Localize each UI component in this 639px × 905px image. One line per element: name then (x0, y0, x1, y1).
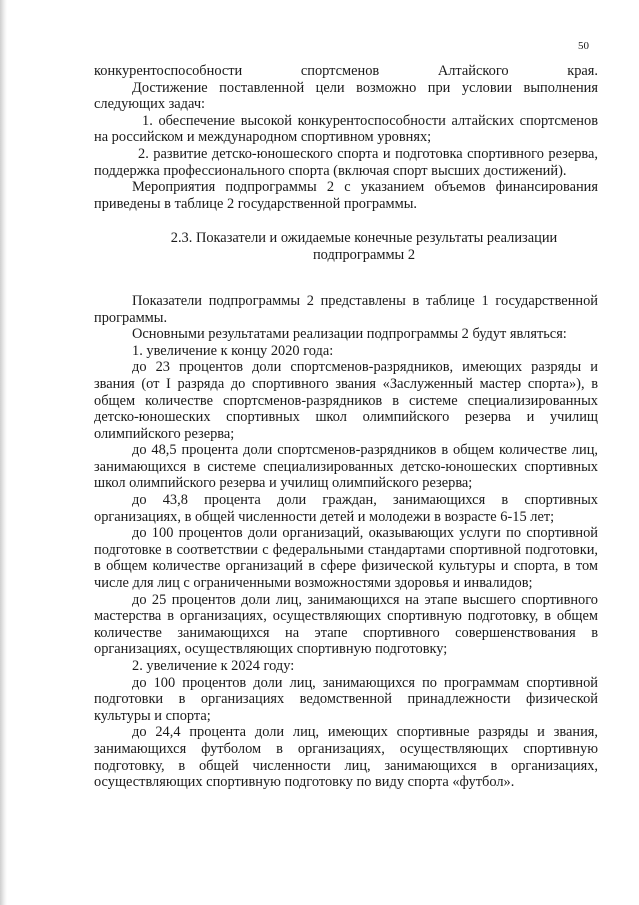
paragraph-continuation: конкурентоспособности спортсменов Алтайского края. (94, 63, 598, 79)
section-heading-line-2: подпрограммы 2 (312, 247, 416, 264)
page-edge-shadow (0, 0, 7, 905)
task-item-2: 2. развитие детско-юношеского спорта и подготовка спортивного резерва, поддержка профессионального спорта (включая спорт высших достижений). (94, 145, 598, 179)
results-list-item: до 24,4 процента доли лиц, имеющих спортивные разряды и звания, занимающихся футболом в организациях, осуществляющих спортивную подготовку, в общей численности лиц, занимающихся в организациях, осуществляющих спортивную подготовку по виду спорта «футбол». (94, 724, 598, 791)
spacer (94, 264, 598, 293)
results-list-item: до 100 процентов доли лиц, занимающихся по программам спортивной подготовки в организациях ведомственной принадлежности физической культуры и спорта; (94, 674, 598, 724)
results-item-2-heading: 2. увеличение к 2024 году: (132, 658, 295, 674)
results-list-item: до 100 процентов доли организаций, оказывающих услуги по спортивной подготовке в соответствии с федеральными стандартами спортивной подготовки, в общем количестве организаций в сфере физической культуры и спорта, в том числе для лиц с ограниченными возможностями здоровья и инвалидов; (94, 525, 598, 592)
results-list-item: до 23 процентов доли спортсменов-разрядников, имеющих разряды и звания (от I разряда до спортивного звания «Заслуженный мастер спорта»), в общем количестве спортсменов-разрядников в системе специализированных детско-юношеских спортивных школ олимпийского резерва и училищ олимпийского резерва; (94, 359, 598, 442)
paragraph-indicators: Показатели подпрограммы 2 представлены в таблице 1 государственной программы. (94, 292, 598, 326)
section-heading (94, 230, 598, 264)
page-number: 50 (578, 40, 589, 52)
document-body (94, 63, 598, 791)
results-item-1-heading: 1. увеличение к концу 2020 года: (132, 342, 334, 359)
task-item-1: 1. обеспечение высокой конкурентоспособности алтайских спортсменов на российском и международном спортивном уровнях; (94, 112, 598, 146)
results-list-item: до 43,8 процента доли граждан, занимающихся в спортивных организациях, в общей численности детей и молодежи в возрасте 6-15 лет; (94, 492, 598, 525)
section-heading-line-1: 2.3. Показатели и ожидаемые конечные результаты реализации (170, 230, 558, 247)
results-list-item: до 25 процентов доли лиц, занимающихся на этапе высшего спортивного мастерства в организациях, осуществляющих спортивную подготовку, в общем количестве занимающихся на этапе спортивного совершенствования в организациях, осуществляющих спортивную подготовку; (94, 591, 598, 658)
paragraph-goal-conditions: Достижение поставленной цели возможно при условии выполнения следующих задач: (94, 79, 598, 113)
spacer (94, 212, 598, 230)
paragraph-measures: Мероприятия подпрограммы 2 с указанием объемов финансирования приведены в таблице 2 государственной программы. (94, 179, 598, 212)
paragraph-main-results: Основными результатами реализации подпрограммы 2 будут являться: (132, 326, 567, 343)
results-list-item: до 48,5 процента доли спортсменов-разрядников в общем количестве лиц, занимающихся в системе специализированных детско-юношеских спортивных школ олимпийского резерва и училищ олимпийского резерва; (94, 442, 598, 492)
